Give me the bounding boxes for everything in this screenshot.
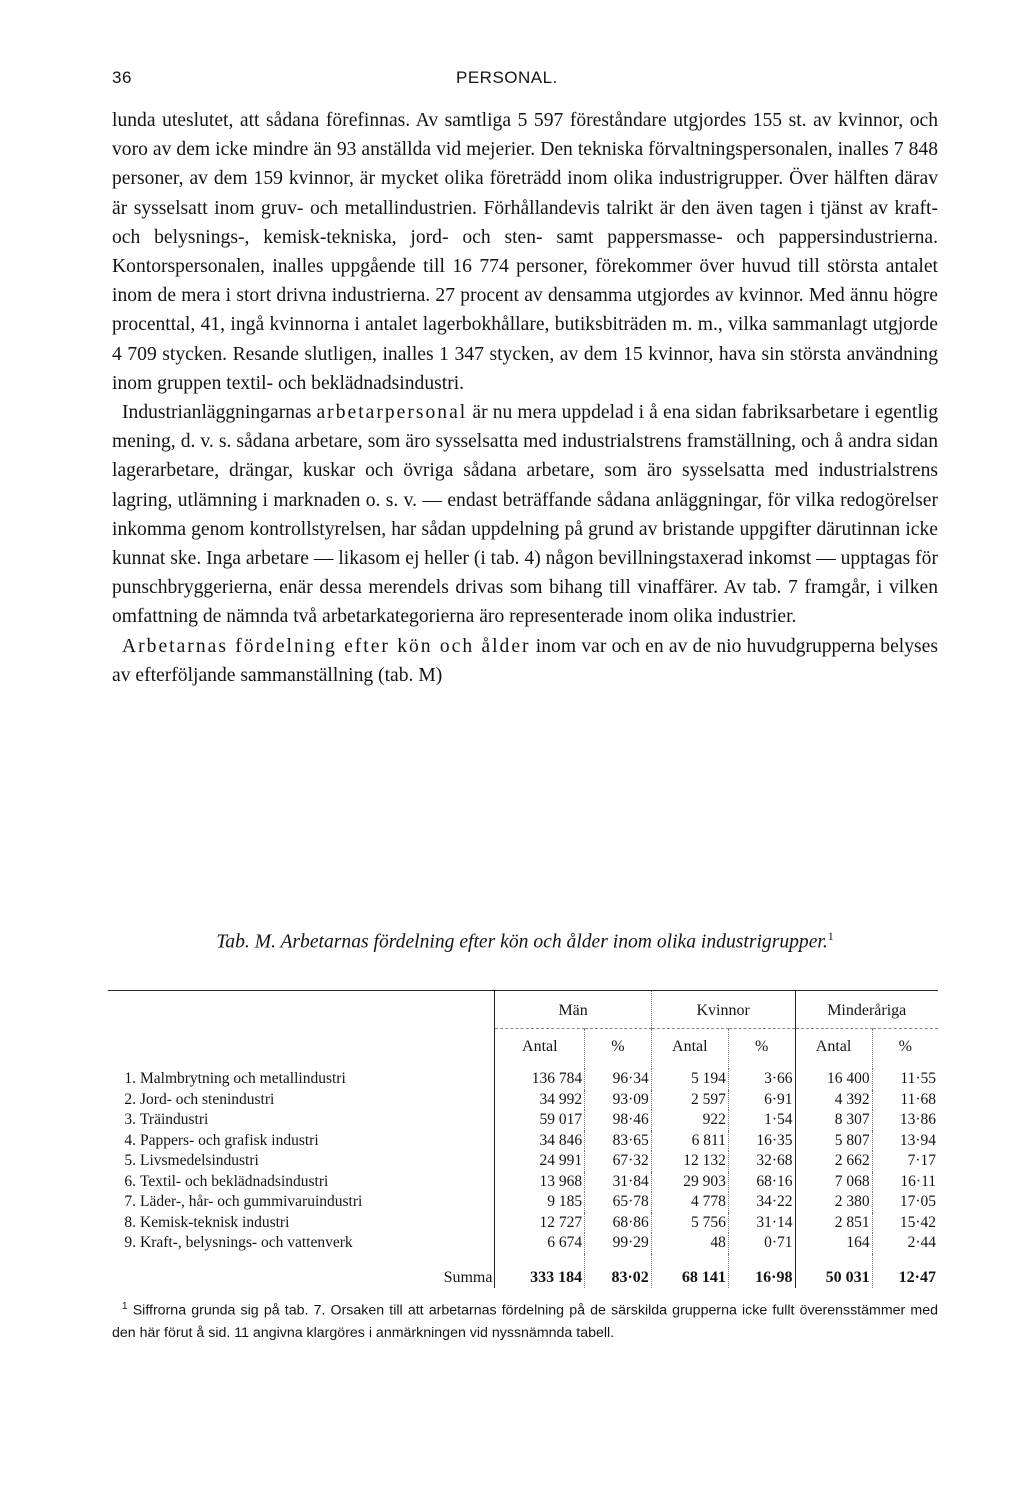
row-index: 7. <box>124 1193 136 1210</box>
row-name: Textil- och beklädnadsindustri <box>140 1172 329 1190</box>
sub-header-women-antal: Antal <box>651 1028 728 1069</box>
paragraph-2-emphasis: arbetarpersonal <box>316 402 468 424</box>
row-index: 3. <box>124 1111 136 1128</box>
table-row <box>108 1151 938 1172</box>
row-men-antal: 12 727 <box>495 1213 585 1234</box>
row-women-pct: 34·22 <box>728 1192 795 1213</box>
paragraph-2-lead: Industrianläggningarnas <box>122 402 312 424</box>
row-women-antal: 922 <box>651 1110 728 1131</box>
row-men-pct: 68·86 <box>585 1213 652 1234</box>
row-men-pct: 96·34 <box>585 1069 652 1090</box>
row-index: 6. <box>124 1172 136 1190</box>
row-women-antal: 48 <box>651 1233 728 1254</box>
row-index: 9. <box>124 1234 136 1251</box>
row-women-antal: 12 132 <box>651 1151 728 1172</box>
paragraph-3-emphasis: Arbetarnas fördelning efter kön och ålder <box>122 635 531 657</box>
row-women-antal: 4 778 <box>651 1192 728 1213</box>
row-women-pct: 0·71 <box>728 1233 795 1254</box>
table-row <box>108 1069 938 1090</box>
footnote-mark: 1 <box>122 1301 128 1312</box>
row-name: Kemisk-teknisk industri <box>140 1213 290 1231</box>
row-minors-antal: 164 <box>795 1233 872 1254</box>
row-men-pct: 65·78 <box>585 1192 652 1213</box>
sub-header-minors-pct: % <box>872 1028 938 1069</box>
row-minors-pct: 7·17 <box>872 1151 938 1172</box>
row-women-pct: 6·91 <box>728 1090 795 1111</box>
row-minors-antal: 2 380 <box>795 1192 872 1213</box>
row-women-pct: 16·35 <box>728 1131 795 1152</box>
row-name: Jord- och stenindustri <box>140 1090 275 1108</box>
row-men-antal: 59 017 <box>495 1110 585 1131</box>
group-header-row <box>108 991 938 1028</box>
running-title: PERSONAL. <box>456 68 558 87</box>
row-men-antal: 6 674 <box>495 1233 585 1254</box>
table-row <box>108 1131 938 1152</box>
row-men-antal: 9 185 <box>495 1192 585 1213</box>
summa-men-pct: 83·02 <box>585 1254 652 1289</box>
row-women-pct: 68·16 <box>728 1172 795 1193</box>
footnote-text: Siffrorna grunda sig på tab. 7. Orsaken till att arbetarnas fördelning på de särskilda grupperna icke fullt överensstämmer med den här förut å sid. 11 angivna klargöres i anmärkningen vid nyssnämnda tabell. <box>112 1302 938 1341</box>
sub-header-women-pct: % <box>728 1028 795 1069</box>
summa-men-antal: 333 184 <box>495 1254 585 1289</box>
row-minors-antal: 2 662 <box>795 1151 872 1172</box>
paragraph-3-rest: inom var och en av de nio huvudgrupperna belyses av efterföljande sammanställning (tab. M) <box>112 635 938 686</box>
footnote <box>112 1296 938 1344</box>
row-men-antal: 13 968 <box>495 1172 585 1193</box>
row-index: 4. <box>124 1131 136 1149</box>
table-row <box>108 1172 938 1193</box>
row-name: Pappers- och grafisk industri <box>140 1131 319 1149</box>
summa-minors-antal: 50 031 <box>795 1254 872 1289</box>
row-minors-pct: 13·86 <box>872 1110 938 1131</box>
row-men-pct: 98·46 <box>585 1110 652 1131</box>
row-minors-pct: 2·44 <box>872 1233 938 1254</box>
table-row <box>108 1233 938 1254</box>
row-men-antal: 136 784 <box>495 1069 585 1090</box>
row-index: 2. <box>124 1090 136 1108</box>
row-minors-pct: 16·11 <box>872 1172 938 1193</box>
row-minors-pct: 13·94 <box>872 1131 938 1152</box>
page-number: 36 <box>112 68 132 87</box>
row-women-pct: 3·66 <box>728 1069 795 1090</box>
row-men-pct: 99·29 <box>585 1233 652 1254</box>
sub-header-minors-antal: Antal <box>795 1028 872 1069</box>
row-women-pct: 1·54 <box>728 1110 795 1131</box>
row-index: 5. <box>124 1152 136 1169</box>
row-men-antal: 24 991 <box>495 1151 585 1172</box>
summa-women-antal: 68 141 <box>651 1254 728 1289</box>
row-women-antal: 6 811 <box>651 1131 728 1152</box>
row-minors-pct: 17·05 <box>872 1192 938 1213</box>
row-minors-antal: 4 392 <box>795 1090 872 1111</box>
body-text <box>112 106 938 690</box>
row-minors-antal: 16 400 <box>795 1069 872 1090</box>
summa-minors-pct: 12·47 <box>872 1254 938 1289</box>
group-header-minors: Minderåriga <box>795 991 938 1028</box>
header-blank <box>108 991 495 1028</box>
row-name: Malmbrytning och metallindustri <box>140 1070 346 1087</box>
data-table <box>108 990 938 1288</box>
paragraph-2 <box>112 398 938 632</box>
row-minors-pct: 15·42 <box>872 1213 938 1234</box>
row-men-pct: 93·09 <box>585 1090 652 1111</box>
paragraph-1: lunda uteslutet, att sådana förefinnas. Av samtliga 5 597 föreståndare utgjordes 155 st. av kvinnor, och voro av dem icke mindre än 93 anställda vid mejerier. Den tekniska förvaltningspersonalen, inalles 7 848 personer, av dem 159 kvinnor, är mycket olika företrädd inom olika industrigrupper. Över hälften därav är sysselsatt inom gruv- och metallindustrien. Förhållandevis talrikt är den även tagen i tjänst av kraft- och belysnings-, kemisk-tekniska, jord- och sten- samt pappersmasse- och pappersindustrierna. Kontorspersonalen, inalles uppgående till 16 774 personer, förekommer över huvud till största antalet inom de mera i stort drivna industrierna. 27 procent av densamma utgjordes av kvinnor. Med ännu högre procenttal, 41, ingå kvinnorna i antalet lagerbokhållare, butiksbiträden m. m., vilka sammanlagt utgjorde 4 709 stycken. Resande slutligen, inalles 1 347 stycken, av dem 15 kvinnor, hava sin största användning inom gruppen textil- och beklädnadsindustri. <box>112 110 938 394</box>
table-row <box>108 1213 938 1234</box>
summa-row <box>108 1254 938 1289</box>
row-men-pct: 31·84 <box>585 1172 652 1193</box>
paragraph-2-rest: är nu mera uppdelad i å ena sidan fabriksarbetare i egentlig mening, d. v. s. sådana arbetare, som äro sysselsatta med industrialstrens framställning, och å andra sidan lagerarbetare, drängar, kuskar och övriga sådana arbetare, som äro sysselsatta med industrialstrens lagring, utlämning i marknaden o. s. v. — endast beträffande sådana anläggningar, för vilka redogörelser inkomma genom kontrollstyrelsen, har sådan uppdelning på grund av bristande uppgifter därutinnan icke kunnat ske. Inga arbetare — likasom ej heller (i tab. 4) någon bevillningstaxerad inkomst — upptagas för punschbryggerierna, enär dessa merendels drivas som bihang till vinaffärer. Av tab. 7 framgår, i vilken omfattning de nämnda två arbetarkategorierna äro representerade inom olika industrier. <box>112 402 939 628</box>
row-minors-antal: 7 068 <box>795 1172 872 1193</box>
table-row <box>108 1110 938 1131</box>
row-minors-antal: 2 851 <box>795 1213 872 1234</box>
row-women-antal: 5 194 <box>651 1069 728 1090</box>
row-women-pct: 32·68 <box>728 1151 795 1172</box>
row-men-pct: 83·65 <box>585 1131 652 1152</box>
row-men-antal: 34 992 <box>495 1090 585 1111</box>
row-minors-antal: 5 807 <box>795 1131 872 1152</box>
group-header-women: Kvinnor <box>651 991 795 1028</box>
row-men-pct: 67·32 <box>585 1151 652 1172</box>
row-name: Läder-, hår- och gummivaruindustri <box>140 1193 363 1210</box>
row-name: Livsmedelsindustri <box>140 1152 259 1169</box>
row-name: Träindustri <box>140 1111 209 1128</box>
row-index: 1. <box>124 1070 136 1087</box>
sub-header-row <box>108 1028 938 1069</box>
summa-label: Summa <box>443 1268 493 1286</box>
table-caption-text: Tab. M. Arbetarnas fördelning efter kön och ålder inom olika industrigrupper. <box>216 931 828 953</box>
row-minors-pct: 11·55 <box>872 1069 938 1090</box>
row-women-antal: 5 756 <box>651 1213 728 1234</box>
table-caption <box>112 924 938 955</box>
group-header-men: Män <box>495 991 651 1028</box>
summa-women-pct: 16·98 <box>728 1254 795 1289</box>
paragraph-3 <box>112 632 938 690</box>
row-name: Kraft-, belysnings- och vattenverk <box>140 1234 353 1251</box>
sub-header-blank <box>108 1028 495 1069</box>
row-women-antal: 2 597 <box>651 1090 728 1111</box>
sub-header-men-pct: % <box>585 1028 652 1069</box>
table-row <box>108 1192 938 1213</box>
row-women-antal: 29 903 <box>651 1172 728 1193</box>
table-body <box>108 1069 938 1254</box>
row-women-pct: 31·14 <box>728 1213 795 1234</box>
caption-footnote-mark: 1 <box>827 929 834 943</box>
row-minors-pct: 11·68 <box>872 1090 938 1111</box>
row-minors-antal: 8 307 <box>795 1110 872 1131</box>
row-index: 8. <box>124 1213 136 1231</box>
row-men-antal: 34 846 <box>495 1131 585 1152</box>
table-row <box>108 1090 938 1111</box>
sub-header-men-antal: Antal <box>495 1028 585 1069</box>
